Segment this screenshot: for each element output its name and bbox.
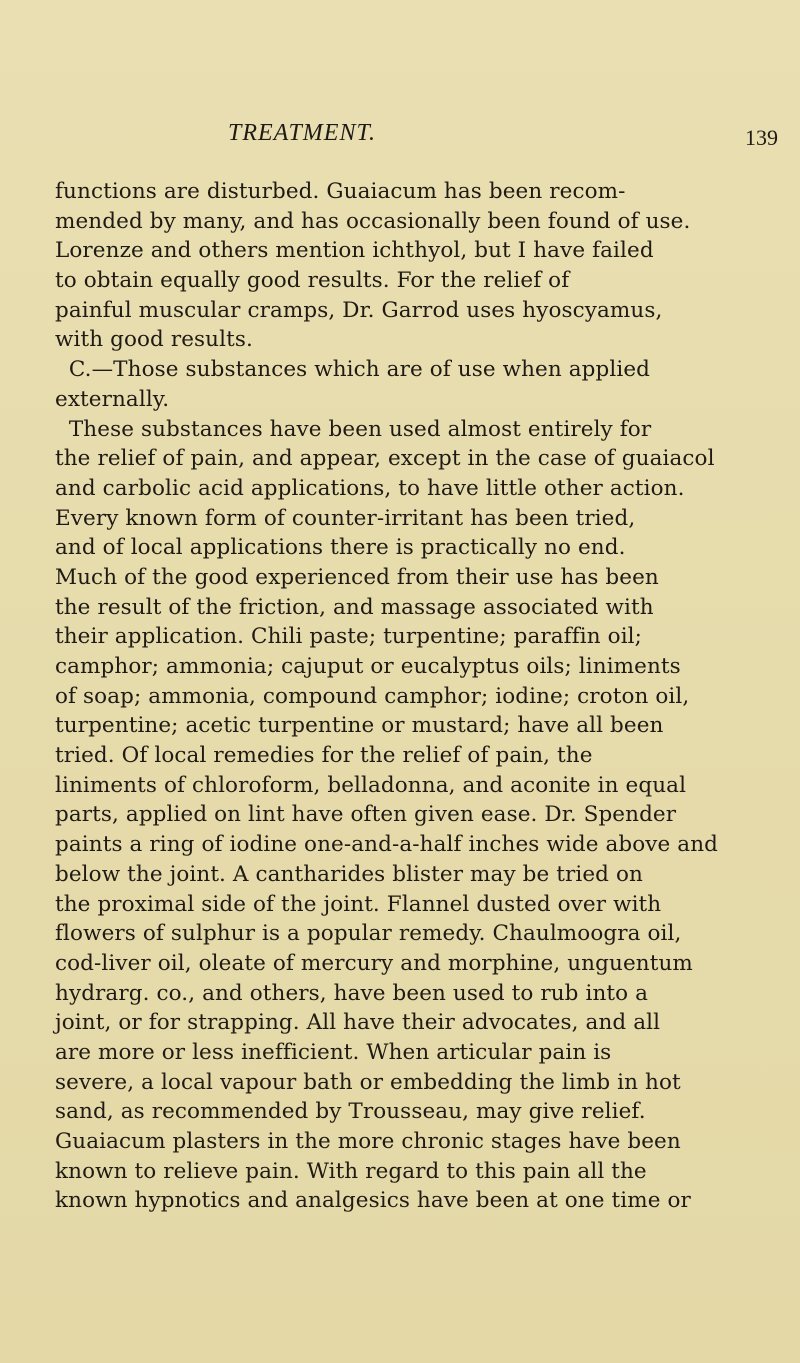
- page-number: 139: [745, 125, 778, 150]
- text-line: paints a ring of iodine one-and-a-half inches wide above and: [55, 832, 719, 858]
- text-line: and carbolic acid applications, to have little other action.: [55, 475, 685, 501]
- text-line: the result of the friction, and massage associated with: [55, 594, 654, 620]
- text-line: tried. Of local remedies for the relief of pain, the: [55, 743, 593, 769]
- text-line: externally.: [55, 386, 170, 412]
- text-line: and of local applications there is practically no end.: [55, 535, 626, 561]
- text-line: hydrarg. co., and others, have been used to rub into a: [55, 980, 649, 1006]
- text-line: C.—Those substances which are of use when applied: [55, 357, 651, 383]
- text-line: are more or less inefficient. When articular pain is: [55, 1039, 612, 1065]
- text-line: mended by many, and has occasionally been found of use.: [55, 208, 691, 234]
- text-line: known to relieve pain. With regard to this pain all the: [55, 1158, 647, 1184]
- text-line: severe, a local vapour bath or embedding the limb in hot: [55, 1069, 681, 1095]
- text-line: joint, or for strapping. All have their advocates, and all: [55, 1010, 661, 1036]
- text-line: turpentine; acetic turpentine or mustard; have all been: [55, 713, 664, 739]
- text-line: cod-liver oil, oleate of mercury and morphine, unguentum: [55, 950, 693, 976]
- running-title: TREATMENT.: [228, 120, 377, 146]
- text-line: functions are disturbed. Guaiacum has been recom-: [55, 179, 626, 204]
- body-text: [55, 177, 800, 1216]
- text-line: Much of the good experienced from their use has been: [55, 564, 659, 590]
- text-line: Guaiacum plasters in the more chronic stages have been: [55, 1129, 681, 1154]
- text-line: Lorenze and others mention ichthyol, but I have failed: [55, 238, 654, 264]
- text-line: sand, as recommended by Trousseau, may give relief.: [55, 1099, 646, 1125]
- text-line: flowers of sulphur is a popular remedy. Chaulmoogra oil,: [55, 921, 682, 947]
- text-line: the relief of pain, and appear, except in the case of guaiacol: [55, 446, 715, 472]
- text-line: of soap; ammonia, compound camphor; iodine; croton oil,: [55, 683, 690, 709]
- running-head: [0, 118, 800, 154]
- text-line: painful muscular cramps, Dr. Garrod uses hyoscyamus,: [55, 297, 663, 323]
- text-line: below the joint. A cantharides blister may be tried on: [55, 861, 643, 887]
- text-line: camphor; ammonia; cajuput or eucalyptus oils; liniments: [55, 654, 681, 679]
- text-line: known hypnotics and analgesics have been at one time or: [55, 1188, 691, 1214]
- text-line: parts, applied on lint have often given ease. Dr. Spender: [55, 802, 677, 828]
- text-line: These substances have been used almost entirely for: [55, 416, 652, 442]
- text-line: to obtain equally good results. For the relief of: [55, 268, 570, 294]
- text-line: their application. Chili paste; turpentine; paraffin oil;: [55, 624, 642, 650]
- text-line: Every known form of counter-irritant has been tried,: [55, 505, 636, 531]
- text-line: the proximal side of the joint. Flannel dusted over with: [55, 891, 662, 917]
- text-line: liniments of chloroform, belladonna, and aconite in equal: [55, 772, 687, 798]
- text-line: with good results.: [55, 327, 253, 353]
